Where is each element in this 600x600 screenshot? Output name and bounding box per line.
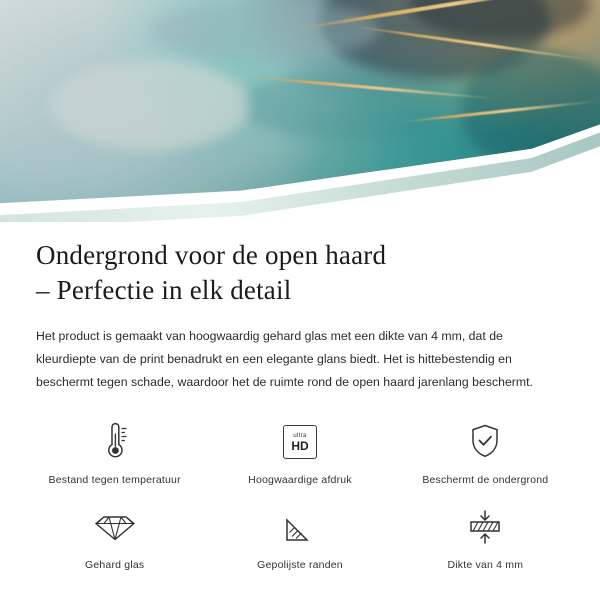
feature-label: Dikte van 4 mm	[447, 559, 524, 572]
feature-label: Gepolijste randen	[257, 559, 343, 572]
feature-label: Hoogwaardige afdruk	[248, 474, 352, 487]
text-content	[0, 222, 600, 393]
feature-temperature	[22, 419, 207, 486]
thermometer-icon	[95, 419, 135, 465]
feature-polished-edges	[207, 504, 392, 571]
polished-edges-icon	[280, 504, 320, 550]
thickness-4mm-icon	[463, 504, 507, 550]
marble-streak	[50, 60, 250, 150]
diamond-icon	[93, 504, 137, 550]
badge-top-text: ultra	[293, 431, 307, 439]
feature-label: Beschermt de ondergrond	[422, 474, 549, 487]
feature-print-quality	[207, 419, 392, 486]
description-paragraph: Het product is gemaakt van hoogwaardig gehard glas met een dikte van 4 mm, dat de kleurdiepte van de print benadrukt en een elegante glans biedt. Het is hittebestendig en beschermt tegen schade, waardoor het de ruimte rond de open haard jarenlang beschermt.	[36, 329, 533, 389]
feature-surface-protection	[393, 419, 578, 486]
hero-image-inner	[0, 0, 600, 222]
headline-line-2: – Perfectie in elk detail	[36, 274, 292, 305]
page-title	[36, 238, 564, 307]
hero-image	[0, 0, 600, 222]
feature-thickness	[393, 504, 578, 571]
feature-label: Gehard glas	[84, 559, 145, 572]
ultra-hd-icon	[283, 419, 317, 465]
feature-tempered-glass	[22, 504, 207, 571]
shield-check-icon	[465, 419, 505, 465]
sparkle-icon	[524, 208, 570, 222]
marble-streak	[240, 70, 470, 140]
badge-main-text: HD	[291, 438, 309, 453]
ultra-hd-badge	[283, 425, 317, 459]
feature-grid	[0, 419, 600, 571]
headline-line-1: Ondergrond voor de open haard	[36, 240, 387, 270]
glass-panel-artwork	[0, 0, 600, 222]
sparkle-icon	[556, 184, 578, 206]
marble-streak	[150, 0, 380, 60]
feature-label: Bestand tegen temperatuur	[48, 474, 181, 487]
